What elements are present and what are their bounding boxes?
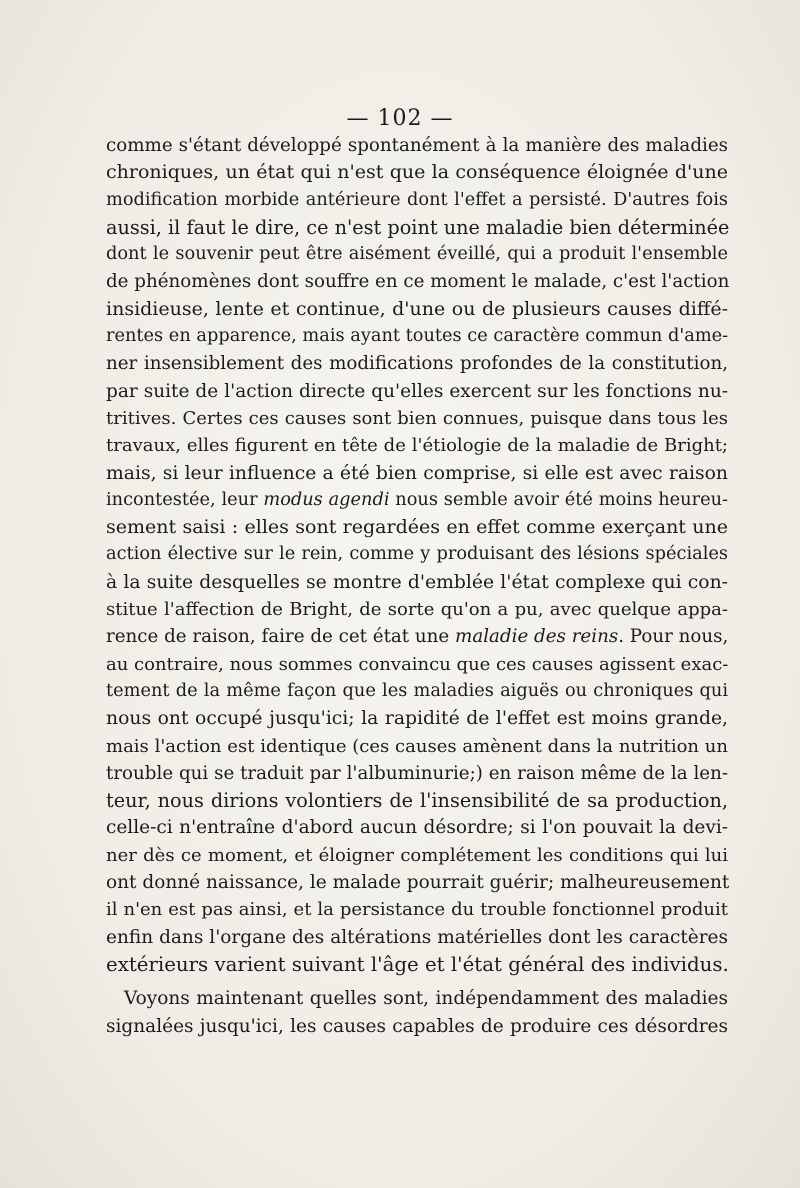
text-line: par suite de l'action directe qu'elles exercent sur les fonctions nu- bbox=[106, 380, 728, 402]
text-line: chroniques, un état qui n'est que la conséquence éloignée d'une bbox=[106, 161, 728, 184]
text-line: sement saisi : elles sont regardées en effet comme exerçant une bbox=[106, 516, 728, 539]
emphasis-text: modus agendi bbox=[263, 489, 390, 510]
text-line: aussi, il faut le dire, ce n'est point une maladie bien déterminée bbox=[106, 215, 730, 239]
emphasis-text: maladie des reins bbox=[455, 626, 619, 648]
text-line: mais l'action est identique (ces causes amènent dans la nutrition un bbox=[106, 735, 728, 757]
text-line: Voyons maintenant quelles sont, indépendamment des maladies bbox=[124, 988, 728, 1010]
body-text bbox=[106, 132, 728, 1040]
text-line: mais, si leur influence a été bien comprise, si elle est avec raison bbox=[106, 462, 728, 484]
text-line: ont donné naissance, le malade pourrait guérir; malheureusement bbox=[106, 872, 730, 894]
text-line: trouble qui se traduit par l'albuminurie;) en raison même de la len- bbox=[106, 762, 728, 784]
text-line: nous ont occupé jusqu'ici; la rapidité de l'effet est moins grande, bbox=[106, 708, 728, 730]
page-number: — 102 — bbox=[346, 106, 454, 131]
text-line: action élective sur le rein, comme y produisant des lésions spéciales bbox=[106, 544, 728, 565]
text-line: modification morbide antérieure dont l'effet a persisté. D'autres fois bbox=[106, 189, 728, 210]
text-line: teur, nous dirions volontiers de l'insensibilité de sa production, bbox=[106, 789, 728, 813]
paragraph-1 bbox=[106, 132, 728, 978]
text-line: stitue l'affection de Bright, de sorte qu'on a pu, avec quelque appa- bbox=[106, 599, 728, 621]
text-line: ner insensiblement des modifications profondes de la constitution, bbox=[106, 353, 728, 375]
paragraph-2 bbox=[106, 985, 728, 1040]
text-line: dont le souvenir peut être aisément éveillé, qui a produit l'ensemble bbox=[106, 244, 728, 265]
text-line: travaux, elles figurent en tête de l'étiologie de la maladie de Bright; bbox=[106, 435, 728, 457]
text-line: rentes en apparence, mais ayant toutes ce caractère commun d'ame- bbox=[106, 326, 729, 347]
text-line: enfin dans l'organe des altérations matérielles dont les caractères bbox=[106, 926, 728, 948]
text-line: insidieuse, lente et continue, d'une ou de plusieurs causes diffé- bbox=[106, 297, 728, 320]
text-line: celle-ci n'entraîne d'abord aucun désordre; si l'on pouvait la devi- bbox=[106, 817, 728, 839]
text-line: de phénomènes dont souffre en ce moment le malade, c'est l'action bbox=[106, 271, 730, 293]
text-line: signalées jusqu'ici, les causes capables de produire ces désordres bbox=[106, 1015, 728, 1037]
text-line: ner dès ce moment, et éloigner complétement les conditions qui lui bbox=[106, 844, 728, 866]
text-line: rence de raison, faire de cet état une maladie des reins. Pour nous, bbox=[106, 626, 729, 648]
text-line: au contraire, nous sommes convaincu que ces causes agissent exac- bbox=[106, 653, 729, 675]
text-line: extérieurs varient suivant l'âge et l'état général des individus. bbox=[106, 952, 729, 976]
text-line: incontestée, leur modus agendi nous semble avoir été moins heureu- bbox=[106, 489, 729, 510]
text-line: il n'en est pas ainsi, et la persistance du trouble fonctionnel produit bbox=[106, 899, 728, 921]
text-line: tement de la même façon que les maladies aiguës ou chroniques qui bbox=[106, 680, 728, 701]
text-line: tritives. Certes ces causes sont bien connues, puisque dans tous les bbox=[106, 407, 728, 429]
text-line: à la suite desquelles se montre d'emblée l'état complexe qui con- bbox=[106, 571, 728, 593]
text-line: comme s'étant développé spontanément à la manière des maladies bbox=[106, 135, 728, 156]
